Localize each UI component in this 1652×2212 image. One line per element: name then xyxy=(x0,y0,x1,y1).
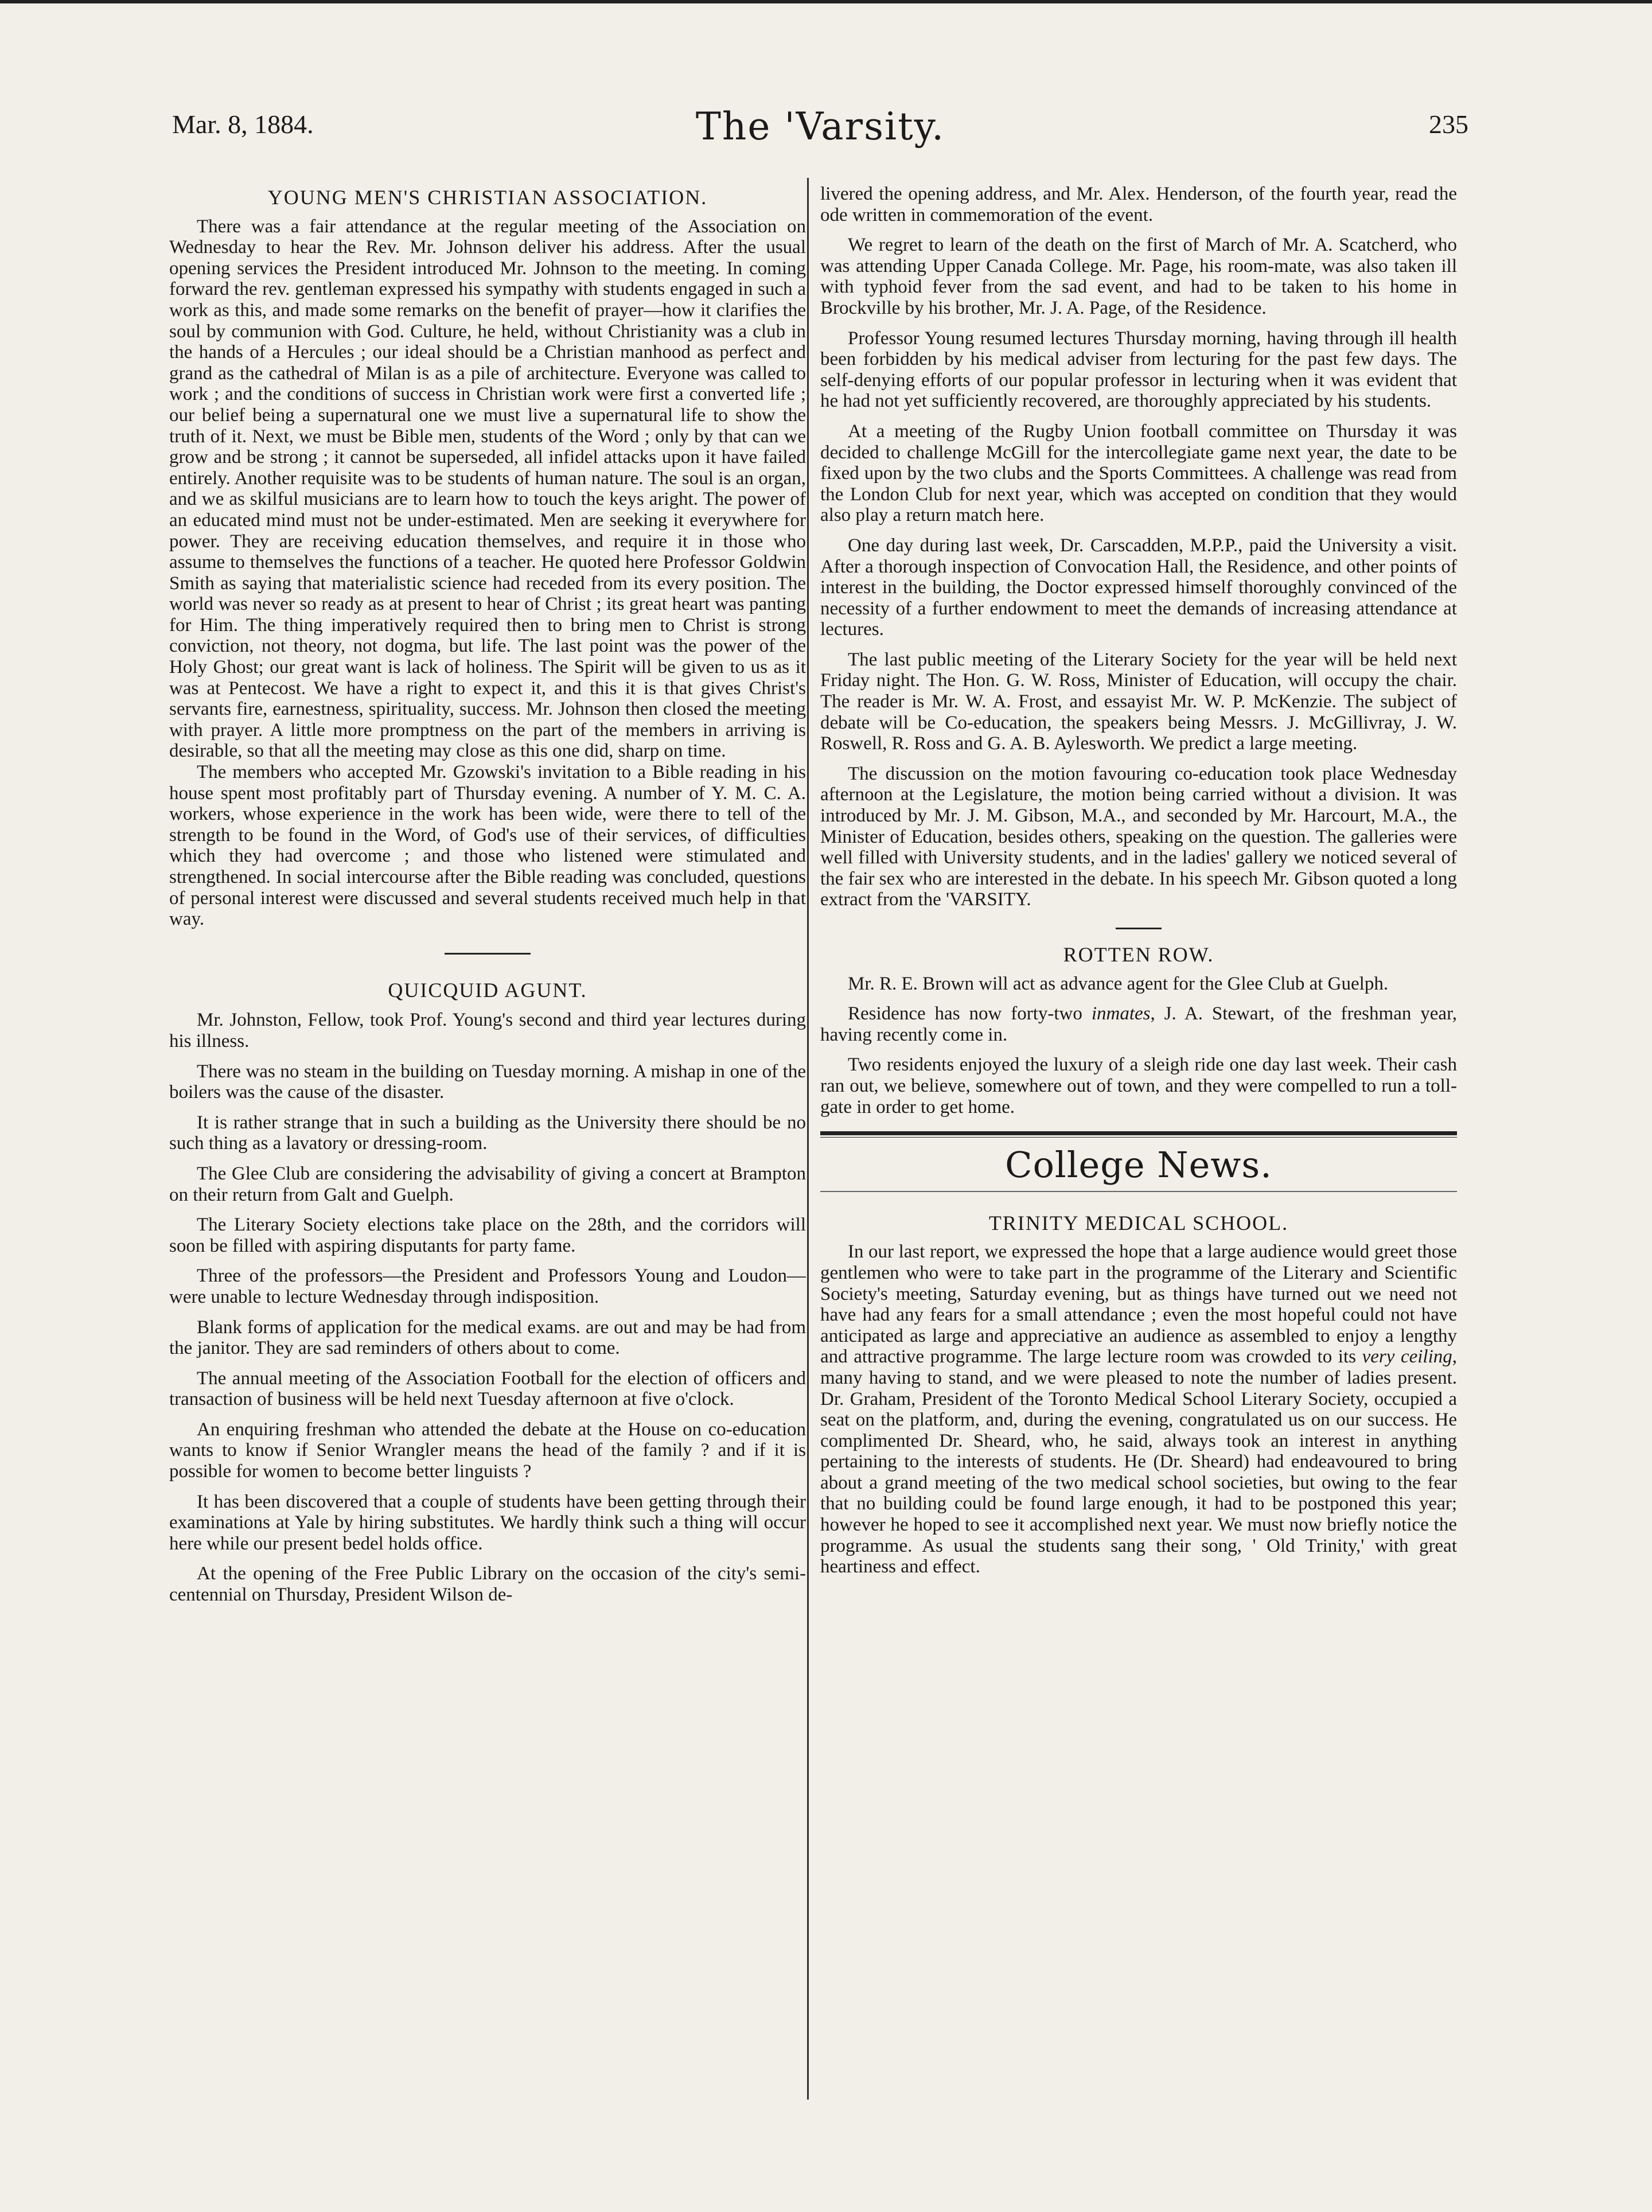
news-paragraph: Professor Young resumed lectures Thursday morning, having through ill health been forbidden by his medical adviser from lecturing for the past few days. The self-denying efforts of our popular professor in lecturing when it was evident that he had not yet sufficiently recovered, are thoroughly appreciated by his students. xyxy=(820,328,1457,412)
quicquid-item: Mr. Johnston, Fellow, took Prof. Young's second and third year lectures during his illness. xyxy=(169,1010,806,1052)
ymca-paragraph-1: There was a fair attendance at the regular meeting of the Association on Wednesday to hear the Rev. Mr. Johnson deliver his address. After the usual opening services the President introduced Mr. Johnson to the meeting. In coming forward the rev. gentleman expressed his sympathy with students engaged in such a work as this, and made some remarks on the benefit of prayer—how it clarifies the soul by communion with God. Culture, he held, without Christianity was a club in the hands of a Hercules ; our ideal should be a Christian manhood as perfect and grand as the cathedral of Milan is as a pile of architecture. Everyone was called to work ; and the conditions of success in Christian work were first a converted life ; our belief being a supernatural one we must live a supernatural life to show the truth of it. Next, we must be Bible men, students of the Word ; only by that can we grow and be strong ; it cannot be superseded, all infidel attacks upon it have failed entirely. Another requisite was to be students of human nature. The soul is an organ, and we as skilful musicians are to learn how to touch the keys aright. The power of an educated mind must not be under-estimated. Men are seeking it everywhere for power. They are receiving education themselves, and require it in those who assume to themselves the functions of a teacher. He quoted here Professor Goldwin Smith as saying that materialistic science had receded from its every position. The world was never so ready as at present to hear of Christ ; its great heart was panting for Him. The thing imperatively required then to bring men to Christ is strong conviction, not theory, not dogma, but life. The last point was the power of the Holy Ghost; our great want is lack of holiness. The Spirit will be given to us as it was at Pentecost. We have a right to expect it, and this it is that gives Christ's servants fire, earnestness, spirituality, success. Mr. Johnson then closed the meeting with prayer. A little more promptness on the part of the members in arriving is desirable, so that all the meeting may close as this one did, sharp on time. xyxy=(169,216,806,762)
continued-paragraph: livered the opening address, and Mr. Alex. Henderson, of the fourth year, read the ode written in commemoration of the event. xyxy=(820,184,1457,225)
rotten-row-text: Residence has now forty-two xyxy=(848,1003,1092,1025)
hairline-rule xyxy=(820,1191,1457,1192)
quicquid-item: The Literary Society elections take place on the 28th, and the corridors will soon be filled with aspiring disputants for party fame. xyxy=(169,1214,806,1256)
section-double-rule xyxy=(820,1131,1457,1138)
quicquid-item: There was no steam in the building on Tuesday morning. A mishap in one of the boilers was the cause of the disaster. xyxy=(169,1061,806,1103)
newspaper-title: The 'Varsity. xyxy=(695,104,945,149)
page-number: 235 xyxy=(1429,110,1468,139)
quicquid-item: At the opening of the Free Public Library on the occasion of the city's semi-centennial on Thursday, President Wilson de- xyxy=(169,1563,806,1606)
news-paragraph: At a meeting of the Rugby Union football committee on Thursday it was decided to challenge McGill for the intercollegiate game next year, the date to be fixed upon by the two clubs and the Sports Committees. A challenge was read from the London Club for next year, which was accepted on condition that they would also play a return match here. xyxy=(820,420,1457,526)
quicquid-item: Blank forms of application for the medical exams. are out and may be had from the janitor. They are sad reminders of others about to come. xyxy=(169,1317,806,1359)
trinity-heading: TRINITY MEDICAL SCHOOL. xyxy=(988,1211,1289,1234)
masthead xyxy=(172,104,1468,172)
ymca-paragraph-2: The members who accepted Mr. Gzowski's invitation to a Bible reading in his house spent most profitably part of Thursday evening. A number of Y. M. C. A. workers, whose experience in the work has been wide, were there to tell of the strength to be found in the Word, of God's use of their services, of difficulties which they had overcome ; and those who listened were stimulated and strengthened. In social intercourse after the Bible reading was concluded, questions of personal interest were discussed and several students received much help in that way. xyxy=(169,762,806,930)
trinity-text: In our last report, we expressed the hope that a large audience would greet those gentlemen who were to take part in the programme of the Literary and Scientific Society's meeting, Saturday evening, but as things have turned out we need not have had any fears for a small attendance ; even the most hopeful could not have anticipated as large and appreciative an audience as assembled to enjoy a lengthy and attractive programme. The large lecture room was crowded to its xyxy=(820,1241,1457,1368)
ymca-heading: YOUNG MEN'S CHRISTIAN ASSOCIATION. xyxy=(267,186,708,209)
news-paragraph: The last public meeting of the Literary Society for the year will be held next Friday night. The Hon. G. W. Ross, Minister of Education, will occupy the chair. The reader is Mr. W. A. Frost, and essayist Mr. W. P. McKenzie. The subject of debate will be Co-education, the speakers being Messrs. J. McGillivray, J. W. Roswell, R. Ross and G. A. B. Aylesworth. We predict a large meeting. xyxy=(820,649,1457,754)
trinity-text: , many having to stand, and we were pleased to note the number of ladies present. Dr. Graham, President of the Toronto Medical School Literary Society, occupied a seat on the platform, and, during the evening, congratulated us on our success. He complimented Dr. Sheard, who, he said, always took an interest in anything pertaining to the interests of students. He (Dr. Sheard) had endeavoured to bring about a grand meeting of the two medical school societies, but owing to the fear that no building could be found large enough, it had to be postponed this year; however he hoped to see it accomplished next year. We must now briefly notice the programme. As usual the students sang their song, ' Old Trinity,' with great heartiness and effect. xyxy=(820,1346,1457,1578)
rotten-row-item: Two residents enjoyed the luxury of a sleigh ride one day last week. Their cash ran out, we believe, somewhere out of town, and they were compelled to run a toll-gate in order to get home. xyxy=(820,1054,1457,1117)
section-divider xyxy=(1116,928,1162,929)
rotten-row-heading: ROTTEN ROW. xyxy=(1063,943,1214,966)
quicquid-item: The Glee Club are considering the advisability of giving a concert at Brampton on their return from Galt and Guelph. xyxy=(169,1163,806,1205)
quicquid-item: The annual meeting of the Association Football for the election of officers and transaction of business will be held next Tuesday afternoon at five o'clock. xyxy=(169,1368,806,1410)
quicquid-item: An enquiring freshman who attended the debate at the House on co-education wants to know if Senior Wrangler means the head of the family ? and if it is possible for women to become better linguists ? xyxy=(169,1419,806,1482)
trinity-paragraph xyxy=(820,1241,1457,1578)
news-paragraph: One day during last week, Dr. Carscadden, M.P.P., paid the University a visit. After a thorough inspection of Convocation Hall, the Residence, and other points of interest in the building, the Doctor expressed himself thoroughly convinced of the necessity of a further endowment to meet the demands of increasing attendance at lectures. xyxy=(820,535,1457,640)
rotten-row-item xyxy=(820,1003,1457,1045)
quicquid-item: It has been discovered that a couple of students have been getting through their examinations at Yale by hiring substitutes. We hardly think such a thing will occur here while our present bedel holds office. xyxy=(169,1491,806,1554)
rotten-row-italic: inmates xyxy=(1091,1003,1151,1025)
quicquid-item: Three of the professors—the President and Professors Young and Loudon—were unable to lecture Wednesday through indisposition. xyxy=(169,1265,806,1307)
right-column xyxy=(820,184,1457,2088)
left-column xyxy=(169,184,806,2088)
quicquid-item: It is rather strange that in such a building as the University there should be no such thing as a lavatory or dressing-room. xyxy=(169,1112,806,1154)
trinity-italic: very ceiling xyxy=(1362,1346,1452,1368)
column-divider xyxy=(807,178,809,2100)
section-divider xyxy=(445,953,531,955)
news-paragraph: We regret to learn of the death on the first of March of Mr. A. Scatcherd, who was attending Upper Canada College. Mr. Page, his room-mate, was also taken ill with typhoid fever from the sad event, and had to be taken to his home in Brockville by his brother, Mr. J. A. Page, of the Residence. xyxy=(820,235,1457,318)
rotten-row-item: Mr. R. E. Brown will act as advance agent for the Glee Club at Guelph. xyxy=(848,973,1389,994)
rotten-row-text: , J. A. Stewart, of the freshman year, having recently come in. xyxy=(820,1003,1457,1045)
top-rule xyxy=(0,0,1652,8)
quicquid-heading: QUICQUID AGUNT. xyxy=(388,978,587,1002)
issue-date: Mar. 8, 1884. xyxy=(172,110,314,139)
news-paragraph: The discussion on the motion favouring co-education took place Wednesday afternoon at the Legislature, the motion being carried without a division. It was introduced by Mr. J. M. Gibson, M.A., and seconded by Mr. Harcourt, M.A., the Minister of Education, besides others, speaking on the question. The galleries were well filled with University students, and in the ladies' gallery we noticed several of the fair sex who are interested in the debate. In his speech Mr. Gibson quoted a long extract from the 'VARSITY. xyxy=(820,763,1457,910)
college-news-title: College News. xyxy=(1005,1144,1272,1186)
